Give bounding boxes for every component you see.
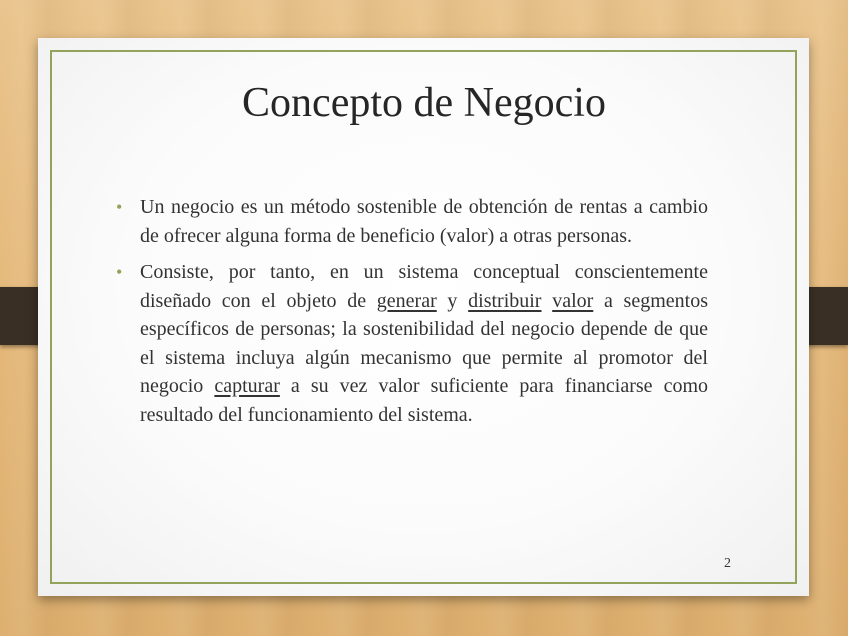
underlined-word-distribuir: distribuir — [468, 289, 542, 312]
slide-number: 2 — [724, 556, 731, 571]
underlined-word-generar: generar — [376, 289, 437, 312]
bullet-text-2-part-7: a segmentos específicos de personas; la sostenibilidad del negocio depende de que el sistema incluya algún mecanismo que permite al promotor del negocio — [140, 289, 708, 397]
underlined-word-capturar: capturar — [214, 375, 280, 397]
bullet-text-2-part-3: y — [436, 289, 469, 312]
bullet-item-1 — [114, 193, 708, 250]
bullet-item-2 — [114, 258, 708, 429]
bullet-text-2-part-5 — [541, 290, 552, 312]
slide-title: Concepto de Negocio — [242, 80, 606, 126]
bullet-text-2-part-1: Consiste, por tanto, en un sistema conceptual conscientemente diseñado con el objeto de — [140, 261, 708, 312]
bullet-dot-icon: • — [116, 197, 123, 217]
bullet-dot-icon: • — [116, 262, 123, 282]
underlined-word-valor: valor — [552, 289, 594, 312]
bullet-list — [114, 193, 708, 437]
bullet-text-1: Un negocio es un método sostenible de obtención de rentas a cambio de ofrecer alguna forma de beneficio (valor) a otras personas. — [140, 196, 708, 247]
bullet-text-2-part-9: a su vez valor suficiente para financiarse como resultado del funcionamiento del sistema. — [140, 375, 709, 426]
